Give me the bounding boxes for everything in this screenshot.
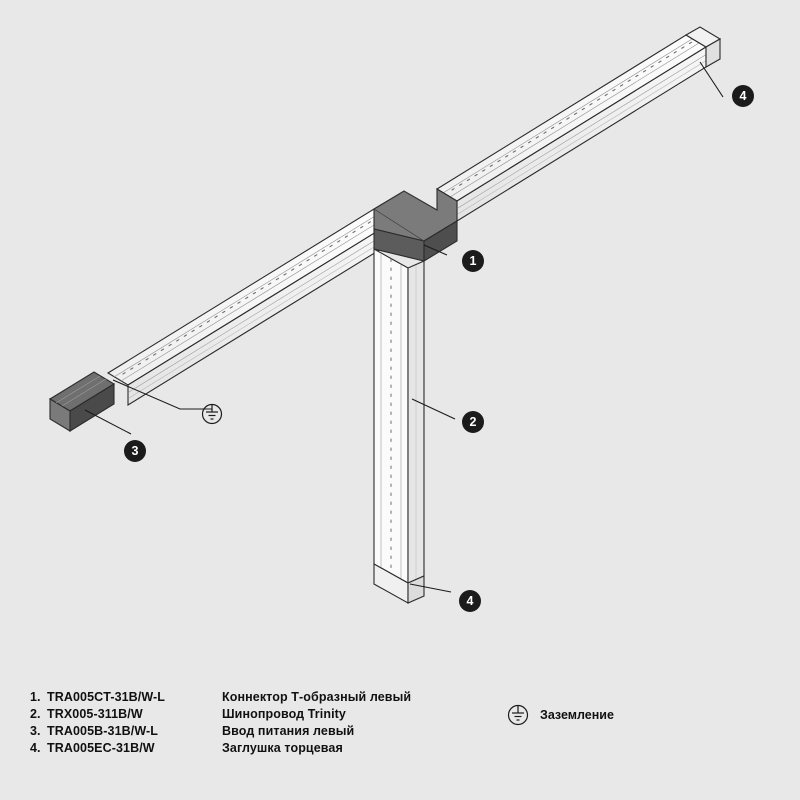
legend-item-number: 3.	[30, 724, 41, 738]
legend-item	[30, 724, 490, 741]
legend-item	[30, 690, 490, 707]
callout-4-bottom: 4	[459, 590, 481, 612]
callout-3: 3	[124, 440, 146, 462]
track-rail-left	[108, 209, 395, 405]
legend-item-code: TRA005B-31B/W-L	[47, 724, 158, 738]
legend-item-number: 4.	[30, 741, 41, 755]
legend-item-description: Ввод питания левый	[222, 724, 355, 738]
led-dots-left	[123, 211, 388, 374]
legend-item-description: Коннектор Т-образный левый	[222, 690, 412, 704]
callout-4-top: 4	[732, 85, 754, 107]
callout-2: 2	[462, 411, 484, 433]
earth-ground-icon	[505, 704, 531, 726]
legend-item-code: TRX005-311B/W	[47, 707, 143, 721]
earth-ground-symbol	[203, 405, 222, 424]
legend-item-code: TRA005EC-31B/W	[47, 741, 155, 755]
legend-item-number: 2.	[30, 707, 41, 721]
legend-item-number: 1.	[30, 690, 41, 704]
legend-item	[30, 707, 490, 724]
legend-ground-label: Заземление	[540, 708, 614, 722]
legend-parts-list	[30, 690, 490, 758]
track-rail-upper-right	[437, 27, 720, 221]
power-feed-block	[50, 372, 114, 431]
t-connector	[374, 189, 457, 261]
callout-1: 1	[462, 250, 484, 272]
legend-item	[30, 741, 490, 758]
legend-item-code: TRA005CT-31B/W-L	[47, 690, 166, 704]
legend	[0, 690, 800, 800]
legend-item-description: Заглушка торцевая	[222, 741, 343, 755]
track-rail-down	[374, 249, 424, 603]
legend-ground-entry	[505, 704, 614, 726]
legend-item-description: Шинопровод Trinity	[222, 707, 346, 721]
